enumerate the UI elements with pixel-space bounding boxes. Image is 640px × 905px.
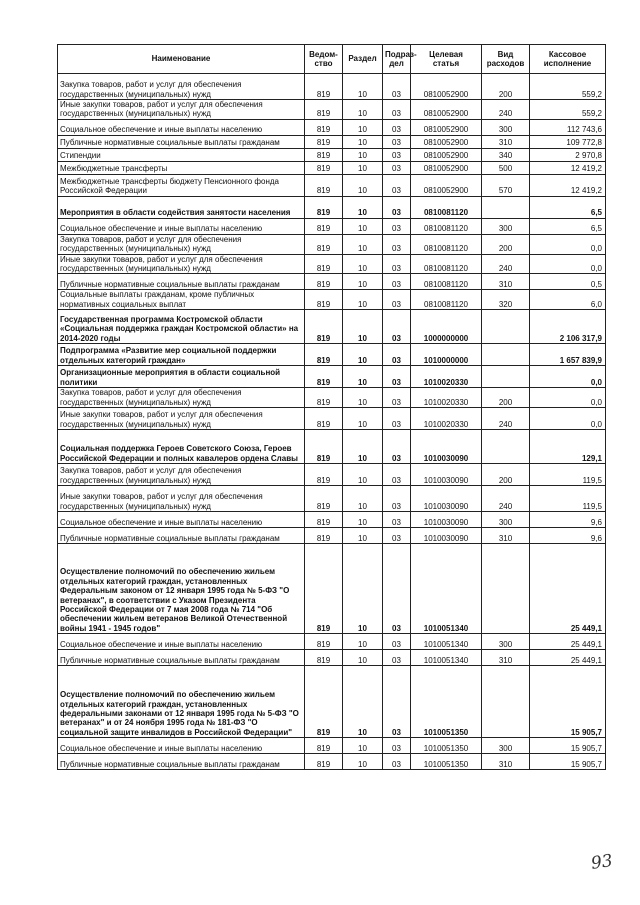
cell-vid-raskhodov [482, 366, 530, 388]
cell-vedomstvo: 819 [305, 310, 343, 344]
cell-tselevaya-statya: 1010030090 [411, 512, 482, 528]
cell-vid-raskhodov: 570 [482, 174, 530, 196]
cell-razdel: 10 [343, 310, 383, 344]
table-row [58, 135, 606, 148]
header-vid-raskhodov: Вид расходов [482, 45, 530, 74]
cell-vedomstvo: 819 [305, 544, 343, 634]
cell-podrazdel: 03 [383, 430, 411, 464]
cell-tselevaya-statya: 1010030090 [411, 528, 482, 544]
cell-kassovoe-ispolnenie: 0,0 [530, 366, 606, 388]
cell-vid-raskhodov: 300 [482, 512, 530, 528]
cell-tselevaya-statya: 0810081120 [411, 274, 482, 290]
table-row [58, 218, 606, 234]
cell-podrazdel: 03 [383, 486, 411, 512]
cell-vid-raskhodov: 200 [482, 388, 530, 408]
cell-vid-raskhodov: 240 [482, 254, 530, 274]
cell-name: Иные закупки товаров, работ и услуг для обеспечения государственных (муниципальных) нужд [58, 486, 305, 512]
cell-podrazdel: 03 [383, 290, 411, 310]
cell-razdel: 10 [343, 408, 383, 430]
cell-name: Иные закупки товаров, работ и услуг для обеспечения государственных (муниципальных) нужд [58, 100, 305, 120]
cell-podrazdel: 03 [383, 738, 411, 754]
cell-kassovoe-ispolnenie: 12 419,2 [530, 161, 606, 174]
cell-vedomstvo: 819 [305, 119, 343, 135]
cell-podrazdel: 03 [383, 161, 411, 174]
cell-razdel: 10 [343, 366, 383, 388]
cell-podrazdel: 03 [383, 544, 411, 634]
cell-podrazdel: 03 [383, 344, 411, 366]
table-row [58, 486, 606, 512]
cell-kassovoe-ispolnenie: 109 772,8 [530, 135, 606, 148]
cell-tselevaya-statya: 0810052900 [411, 100, 482, 120]
cell-razdel: 10 [343, 254, 383, 274]
cell-tselevaya-statya: 1010020330 [411, 408, 482, 430]
cell-razdel: 10 [343, 738, 383, 754]
cell-kassovoe-ispolnenie: 15 905,7 [530, 666, 606, 738]
cell-kassovoe-ispolnenie: 112 743,6 [530, 119, 606, 135]
table-row [58, 119, 606, 135]
header-tselevaya-statya: Целевая статья [411, 45, 482, 74]
cell-razdel: 10 [343, 148, 383, 161]
cell-podrazdel: 03 [383, 100, 411, 120]
cell-tselevaya-statya: 0810052900 [411, 148, 482, 161]
cell-podrazdel: 03 [383, 528, 411, 544]
cell-kassovoe-ispolnenie: 9,6 [530, 512, 606, 528]
cell-tselevaya-statya: 1010030090 [411, 486, 482, 512]
table-row [58, 512, 606, 528]
cell-name: Иные закупки товаров, работ и услуг для обеспечения государственных (муниципальных) нужд [58, 408, 305, 430]
cell-razdel: 10 [343, 234, 383, 254]
cell-kassovoe-ispolnenie: 0,0 [530, 234, 606, 254]
cell-kassovoe-ispolnenie: 15 905,7 [530, 754, 606, 770]
cell-vedomstvo: 819 [305, 290, 343, 310]
table-row [58, 544, 606, 634]
cell-vedomstvo: 819 [305, 366, 343, 388]
cell-podrazdel: 03 [383, 464, 411, 486]
cell-razdel: 10 [343, 274, 383, 290]
cell-podrazdel: 03 [383, 135, 411, 148]
cell-name: Подпрограмма «Развитие мер социальной поддержки отдельных категорий граждан» [58, 344, 305, 366]
cell-podrazdel: 03 [383, 148, 411, 161]
cell-vedomstvo: 819 [305, 100, 343, 120]
cell-razdel: 10 [343, 196, 383, 218]
cell-name: Социальные выплаты гражданам, кроме публичных нормативных социальных выплат [58, 290, 305, 310]
cell-kassovoe-ispolnenie: 6,5 [530, 196, 606, 218]
cell-kassovoe-ispolnenie: 2 106 317,9 [530, 310, 606, 344]
cell-name: Закупка товаров, работ и услуг для обеспечения государственных (муниципальных) нужд [58, 234, 305, 254]
cell-kassovoe-ispolnenie: 2 970,8 [530, 148, 606, 161]
cell-vid-raskhodov: 340 [482, 148, 530, 161]
cell-razdel: 10 [343, 464, 383, 486]
cell-tselevaya-statya: 1000000000 [411, 310, 482, 344]
cell-tselevaya-statya: 0810081120 [411, 290, 482, 310]
cell-name: Социальное обеспечение и иные выплаты населению [58, 119, 305, 135]
cell-vid-raskhodov [482, 310, 530, 344]
cell-tselevaya-statya: 1010051350 [411, 666, 482, 738]
cell-razdel: 10 [343, 135, 383, 148]
cell-vid-raskhodov: 310 [482, 135, 530, 148]
cell-tselevaya-statya: 0810081120 [411, 254, 482, 274]
cell-name: Стипендии [58, 148, 305, 161]
cell-vid-raskhodov: 310 [482, 650, 530, 666]
cell-tselevaya-statya: 0810052900 [411, 74, 482, 100]
cell-tselevaya-statya: 1010051340 [411, 544, 482, 634]
cell-razdel: 10 [343, 634, 383, 650]
cell-name: Социальная поддержка Героев Советского Союза, Героев Российской Федерации и полных кавалеров ордена Славы [58, 430, 305, 464]
budget-execution-table [57, 44, 606, 770]
cell-name: Публичные нормативные социальные выплаты гражданам [58, 650, 305, 666]
cell-vedomstvo: 819 [305, 218, 343, 234]
cell-tselevaya-statya: 0810081120 [411, 218, 482, 234]
cell-vid-raskhodov: 200 [482, 464, 530, 486]
cell-razdel: 10 [343, 666, 383, 738]
table-row [58, 290, 606, 310]
cell-vid-raskhodov: 300 [482, 738, 530, 754]
cell-name: Закупка товаров, работ и услуг для обеспечения государственных (муниципальных) нужд [58, 388, 305, 408]
cell-tselevaya-statya: 0810052900 [411, 119, 482, 135]
cell-podrazdel: 03 [383, 366, 411, 388]
cell-vid-raskhodov: 300 [482, 119, 530, 135]
cell-vid-raskhodov: 300 [482, 218, 530, 234]
cell-podrazdel: 03 [383, 650, 411, 666]
cell-kassovoe-ispolnenie: 559,2 [530, 100, 606, 120]
table-row [58, 161, 606, 174]
cell-vedomstvo: 819 [305, 650, 343, 666]
cell-vid-raskhodov: 240 [482, 408, 530, 430]
table-row [58, 634, 606, 650]
cell-kassovoe-ispolnenie: 1 657 839,9 [530, 344, 606, 366]
cell-podrazdel: 03 [383, 234, 411, 254]
cell-name: Осуществление полномочий по обеспечению жильем отдельных категорий граждан, установленных федеральными законами от 12 января 1995 года № 5-ФЗ "О ветеранах" и от 24 ноября 1995 года № 181-ФЗ "О социальной защите инвалидов в Российской Федерации" [58, 666, 305, 738]
table-row [58, 274, 606, 290]
cell-name: Закупка товаров, работ и услуг для обеспечения государственных (муниципальных) нужд [58, 464, 305, 486]
cell-kassovoe-ispolnenie: 25 449,1 [530, 650, 606, 666]
header-vedomstvo: Ведом- ство [305, 45, 343, 74]
cell-name: Социальное обеспечение и иные выплаты населению [58, 738, 305, 754]
cell-name: Социальное обеспечение и иные выплаты населению [58, 512, 305, 528]
cell-podrazdel: 03 [383, 174, 411, 196]
cell-vedomstvo: 819 [305, 234, 343, 254]
cell-podrazdel: 03 [383, 512, 411, 528]
cell-vedomstvo: 819 [305, 174, 343, 196]
cell-vedomstvo: 819 [305, 196, 343, 218]
cell-razdel: 10 [343, 430, 383, 464]
table-row [58, 464, 606, 486]
cell-vedomstvo: 819 [305, 74, 343, 100]
table-row [58, 408, 606, 430]
table-row [58, 74, 606, 100]
cell-podrazdel: 03 [383, 408, 411, 430]
table-row [58, 430, 606, 464]
cell-tselevaya-statya: 1010051350 [411, 754, 482, 770]
header-kassovoe-ispolnenie: Кассовое исполнение [530, 45, 606, 74]
cell-tselevaya-statya: 0810081120 [411, 234, 482, 254]
cell-vedomstvo: 819 [305, 464, 343, 486]
table-row [58, 366, 606, 388]
cell-podrazdel: 03 [383, 666, 411, 738]
cell-razdel: 10 [343, 344, 383, 366]
cell-vedomstvo: 819 [305, 161, 343, 174]
cell-podrazdel: 03 [383, 196, 411, 218]
cell-vid-raskhodov: 500 [482, 161, 530, 174]
cell-name: Закупка товаров, работ и услуг для обеспечения государственных (муниципальных) нужд [58, 74, 305, 100]
cell-vedomstvo: 819 [305, 666, 343, 738]
cell-vid-raskhodov: 240 [482, 486, 530, 512]
cell-tselevaya-statya: 0810052900 [411, 135, 482, 148]
cell-tselevaya-statya: 1010000000 [411, 344, 482, 366]
table-row [58, 738, 606, 754]
cell-vid-raskhodov [482, 344, 530, 366]
cell-razdel: 10 [343, 174, 383, 196]
cell-vedomstvo: 819 [305, 408, 343, 430]
cell-vid-raskhodov [482, 544, 530, 634]
table-row [58, 234, 606, 254]
cell-vedomstvo: 819 [305, 274, 343, 290]
cell-kassovoe-ispolnenie: 12 419,2 [530, 174, 606, 196]
budget-table-container [57, 44, 605, 770]
cell-name: Публичные нормативные социальные выплаты гражданам [58, 274, 305, 290]
table-row [58, 174, 606, 196]
cell-kassovoe-ispolnenie: 0,0 [530, 254, 606, 274]
cell-tselevaya-statya: 0810081120 [411, 196, 482, 218]
cell-kassovoe-ispolnenie: 0,0 [530, 388, 606, 408]
cell-vedomstvo: 819 [305, 430, 343, 464]
cell-vid-raskhodov: 200 [482, 234, 530, 254]
cell-razdel: 10 [343, 754, 383, 770]
cell-vedomstvo: 819 [305, 738, 343, 754]
cell-podrazdel: 03 [383, 634, 411, 650]
table-row [58, 344, 606, 366]
cell-vid-raskhodov: 310 [482, 274, 530, 290]
cell-razdel: 10 [343, 388, 383, 408]
cell-vedomstvo: 819 [305, 254, 343, 274]
cell-name: Государственная программа Костромской области «Социальная поддержка граждан Костромской области» на 2014-2020 годы [58, 310, 305, 344]
cell-name: Организационные мероприятия в области социальной политики [58, 366, 305, 388]
cell-kassovoe-ispolnenie: 15 905,7 [530, 738, 606, 754]
cell-name: Межбюджетные трансферты [58, 161, 305, 174]
cell-vedomstvo: 819 [305, 528, 343, 544]
table-row [58, 754, 606, 770]
cell-kassovoe-ispolnenie: 0,0 [530, 408, 606, 430]
cell-name: Мероприятия в области содействия занятости населения [58, 196, 305, 218]
cell-vid-raskhodov [482, 430, 530, 464]
cell-vid-raskhodov: 300 [482, 634, 530, 650]
cell-podrazdel: 03 [383, 754, 411, 770]
cell-razdel: 10 [343, 119, 383, 135]
cell-kassovoe-ispolnenie: 129,1 [530, 430, 606, 464]
cell-razdel: 10 [343, 528, 383, 544]
cell-tselevaya-statya: 1010030090 [411, 430, 482, 464]
cell-tselevaya-statya: 1010030090 [411, 464, 482, 486]
cell-vedomstvo: 819 [305, 634, 343, 650]
table-row [58, 148, 606, 161]
cell-razdel: 10 [343, 161, 383, 174]
table-row [58, 666, 606, 738]
cell-tselevaya-statya: 0810052900 [411, 161, 482, 174]
cell-vedomstvo: 819 [305, 344, 343, 366]
cell-tselevaya-statya: 1010020330 [411, 366, 482, 388]
cell-tselevaya-statya: 1010051340 [411, 650, 482, 666]
cell-kassovoe-ispolnenie: 25 449,1 [530, 544, 606, 634]
table-row [58, 254, 606, 274]
cell-name: Социальное обеспечение и иные выплаты населению [58, 634, 305, 650]
cell-razdel: 10 [343, 512, 383, 528]
cell-vid-raskhodov: 240 [482, 100, 530, 120]
table-header-row [58, 45, 606, 74]
cell-razdel: 10 [343, 650, 383, 666]
cell-vedomstvo: 819 [305, 135, 343, 148]
cell-name: Иные закупки товаров, работ и услуг для обеспечения государственных (муниципальных) нужд [58, 254, 305, 274]
cell-razdel: 10 [343, 486, 383, 512]
cell-kassovoe-ispolnenie: 0,5 [530, 274, 606, 290]
cell-razdel: 10 [343, 290, 383, 310]
table-row [58, 196, 606, 218]
table-row [58, 650, 606, 666]
cell-kassovoe-ispolnenie: 119,5 [530, 486, 606, 512]
cell-podrazdel: 03 [383, 254, 411, 274]
cell-name: Межбюджетные трансферты бюджету Пенсионного фонда Российской Федерации [58, 174, 305, 196]
cell-vedomstvo: 819 [305, 148, 343, 161]
cell-podrazdel: 03 [383, 74, 411, 100]
cell-podrazdel: 03 [383, 218, 411, 234]
cell-vedomstvo: 819 [305, 388, 343, 408]
cell-vid-raskhodov [482, 666, 530, 738]
table-row [58, 528, 606, 544]
table-row [58, 310, 606, 344]
cell-tselevaya-statya: 1010051350 [411, 738, 482, 754]
header-razdel: Раздел [343, 45, 383, 74]
cell-vedomstvo: 819 [305, 512, 343, 528]
cell-name: Публичные нормативные социальные выплаты гражданам [58, 754, 305, 770]
cell-podrazdel: 03 [383, 119, 411, 135]
cell-podrazdel: 03 [383, 274, 411, 290]
cell-vid-raskhodov: 310 [482, 528, 530, 544]
cell-kassovoe-ispolnenie: 25 449,1 [530, 634, 606, 650]
cell-vedomstvo: 819 [305, 486, 343, 512]
cell-razdel: 10 [343, 218, 383, 234]
table-row [58, 388, 606, 408]
cell-tselevaya-statya: 1010051340 [411, 634, 482, 650]
cell-vid-raskhodov: 320 [482, 290, 530, 310]
cell-podrazdel: 03 [383, 388, 411, 408]
cell-name: Публичные нормативные социальные выплаты гражданам [58, 135, 305, 148]
table-row [58, 100, 606, 120]
header-podrazdel: Подраз- дел [383, 45, 411, 74]
cell-razdel: 10 [343, 544, 383, 634]
cell-tselevaya-statya: 1010020330 [411, 388, 482, 408]
cell-kassovoe-ispolnenie: 6,0 [530, 290, 606, 310]
header-name: Наименование [58, 45, 305, 74]
cell-kassovoe-ispolnenie: 9,6 [530, 528, 606, 544]
cell-name: Социальное обеспечение и иные выплаты населению [58, 218, 305, 234]
cell-name: Осуществление полномочий по обеспечению жильем отдельных категорий граждан, установленных Федеральным законом от 12 января 1995 года № 5-ФЗ "О ветеранах", в соответствии с Указом Президента Российской Федерации от 7 мая 2008 года № 714 "Об обеспечении жильем ветеранов Великой Отечественной войны 1941 - 1945 годов" [58, 544, 305, 634]
cell-kassovoe-ispolnenie: 119,5 [530, 464, 606, 486]
cell-name: Публичные нормативные социальные выплаты гражданам [58, 528, 305, 544]
cell-razdel: 10 [343, 74, 383, 100]
cell-podrazdel: 03 [383, 310, 411, 344]
cell-vedomstvo: 819 [305, 754, 343, 770]
cell-kassovoe-ispolnenie: 559,2 [530, 74, 606, 100]
cell-vid-raskhodov: 310 [482, 754, 530, 770]
cell-vid-raskhodov [482, 196, 530, 218]
cell-vid-raskhodov: 200 [482, 74, 530, 100]
page-number: 93 [589, 851, 614, 874]
cell-razdel: 10 [343, 100, 383, 120]
cell-kassovoe-ispolnenie: 6,5 [530, 218, 606, 234]
cell-tselevaya-statya: 0810052900 [411, 174, 482, 196]
